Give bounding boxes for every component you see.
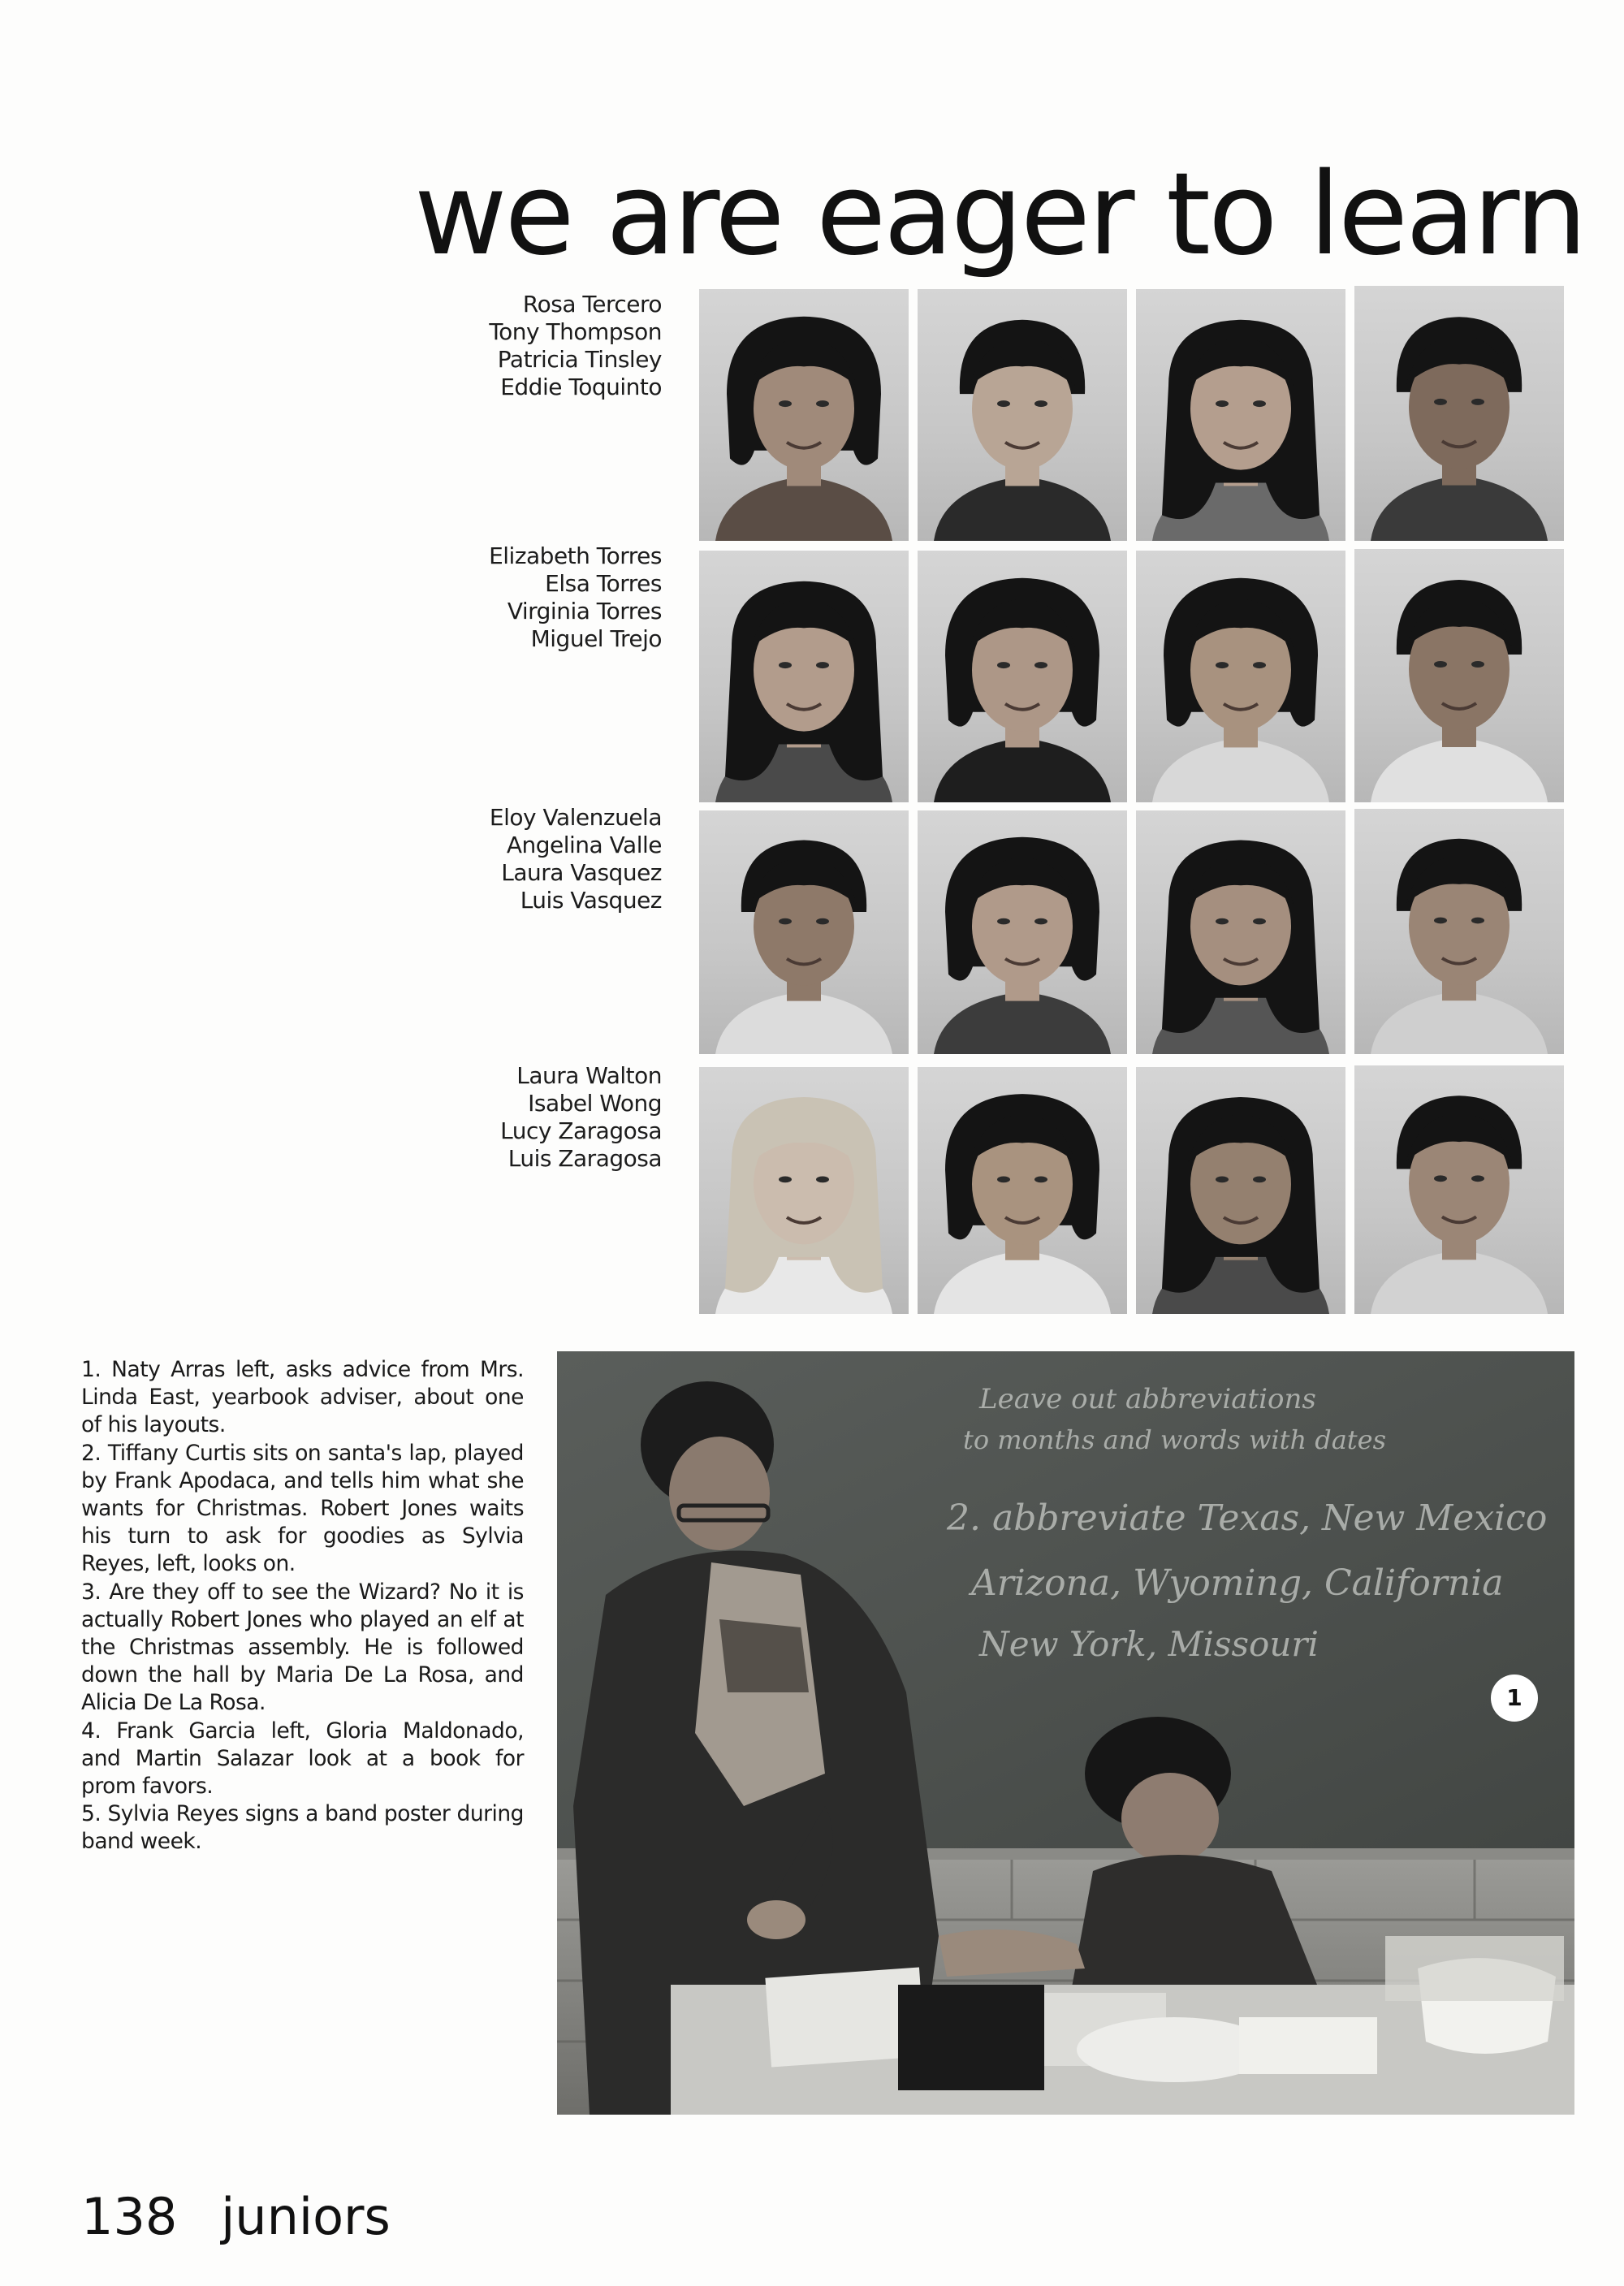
portrait-photo <box>1136 1067 1345 1314</box>
section-label: juniors <box>221 2187 391 2246</box>
student-name: Isabel Wong <box>528 1090 662 1117</box>
chalk-line-2: to months and words with dates <box>963 1424 1386 1455</box>
portrait-photo <box>1136 810 1345 1054</box>
student-name: Eloy Valenzuela <box>489 804 662 831</box>
chalk-line-1: Leave out abbreviations <box>979 1383 1316 1415</box>
portrait-photo <box>1354 286 1564 541</box>
names-row-2 <box>382 542 662 653</box>
portrait-figure <box>918 810 1127 1054</box>
student-name: Eddie Toquinto <box>500 374 662 400</box>
names-row-4 <box>382 1062 662 1173</box>
portrait-figure <box>918 551 1127 802</box>
student-name: Patricia Tinsley <box>497 346 662 373</box>
portrait-figure <box>1354 809 1564 1054</box>
names-row-1 <box>382 291 662 401</box>
portrait-photo <box>918 551 1127 802</box>
student-name: Angelina Valle <box>506 832 662 858</box>
portrait-figure <box>918 289 1127 541</box>
student-name: Lucy Zaragosa <box>500 1117 662 1144</box>
student-name: Laura Walton <box>516 1062 662 1089</box>
student-name: Rosa Tercero <box>522 291 662 318</box>
classroom-photo-illustration <box>557 1351 1574 2115</box>
portrait-figure <box>1136 810 1345 1054</box>
chalk-line-3: 2. abbreviate Texas, New Mexico <box>947 1497 1548 1539</box>
classroom-photo <box>557 1351 1574 2115</box>
portrait-figure <box>1354 286 1564 541</box>
photo-number-badge: 1 <box>1491 1675 1538 1722</box>
portrait-figure <box>1136 1067 1345 1314</box>
portrait-figure <box>699 551 909 802</box>
chalk-line-5: New York, Missouri <box>979 1624 1319 1664</box>
portrait-photo <box>699 810 909 1054</box>
portrait-photo <box>1354 809 1564 1054</box>
portrait-figure <box>1354 549 1564 802</box>
student-name: Elsa Torres <box>545 570 662 597</box>
student-name: Elizabeth Torres <box>489 542 662 569</box>
portrait-photo <box>1136 289 1345 541</box>
student-name: Virginia Torres <box>507 598 662 624</box>
page-number: 138 <box>81 2187 178 2246</box>
portrait-photo <box>1136 551 1345 802</box>
page-footer <box>81 2180 391 2254</box>
student-name: Miguel Trejo <box>530 625 662 652</box>
photo-captions <box>81 1356 524 1856</box>
portrait-photo <box>1354 549 1564 802</box>
portrait-figure <box>918 1067 1127 1314</box>
portrait-figure <box>1136 289 1345 541</box>
portrait-photo <box>699 289 909 541</box>
caption-4: 4. Frank Garcia left, Gloria Maldonado, and Martin Salazar look at a book for prom favors. <box>81 1718 524 1800</box>
caption-5: 5. Sylvia Reyes signs a band poster during band week. <box>81 1801 524 1855</box>
portrait-photo <box>918 810 1127 1054</box>
portrait-photo <box>699 1067 909 1314</box>
student-name: Laura Vasquez <box>501 859 662 886</box>
portrait-figure <box>1136 551 1345 802</box>
names-row-3 <box>382 804 662 914</box>
student-name: Luis Vasquez <box>520 887 662 914</box>
portrait-figure <box>699 1067 909 1314</box>
student-name: Tony Thompson <box>489 318 662 345</box>
caption-3: 3. Are they off to see the Wizard? No it is actually Robert Jones who played an elf at the Christmas assembly. He is followed down the hall by Maria De La Rosa, and Alicia De La Rosa. <box>81 1579 524 1716</box>
portrait-figure <box>1354 1065 1564 1314</box>
portrait-figure <box>699 289 909 541</box>
portrait-photo <box>918 289 1127 541</box>
page-title: we are eager to learn <box>414 149 1585 281</box>
portrait-figure <box>699 810 909 1054</box>
chalk-line-4: Arizona, Wyoming, California <box>971 1562 1504 1604</box>
portrait-photo <box>918 1067 1127 1314</box>
portrait-photo <box>699 551 909 802</box>
caption-2: 2. Tiffany Curtis sits on santa's lap, played by Frank Apodaca, and tells him what she wants for Christmas. Robert Jones waits his turn to ask for goodies as Sylvia Reyes, left, looks on. <box>81 1440 524 1577</box>
portrait-photo <box>1354 1065 1564 1314</box>
student-name: Luis Zaragosa <box>508 1145 662 1172</box>
caption-1: 1. Naty Arras left, asks advice from Mrs. Linda East, yearbook adviser, about one of his layouts. <box>81 1357 524 1438</box>
